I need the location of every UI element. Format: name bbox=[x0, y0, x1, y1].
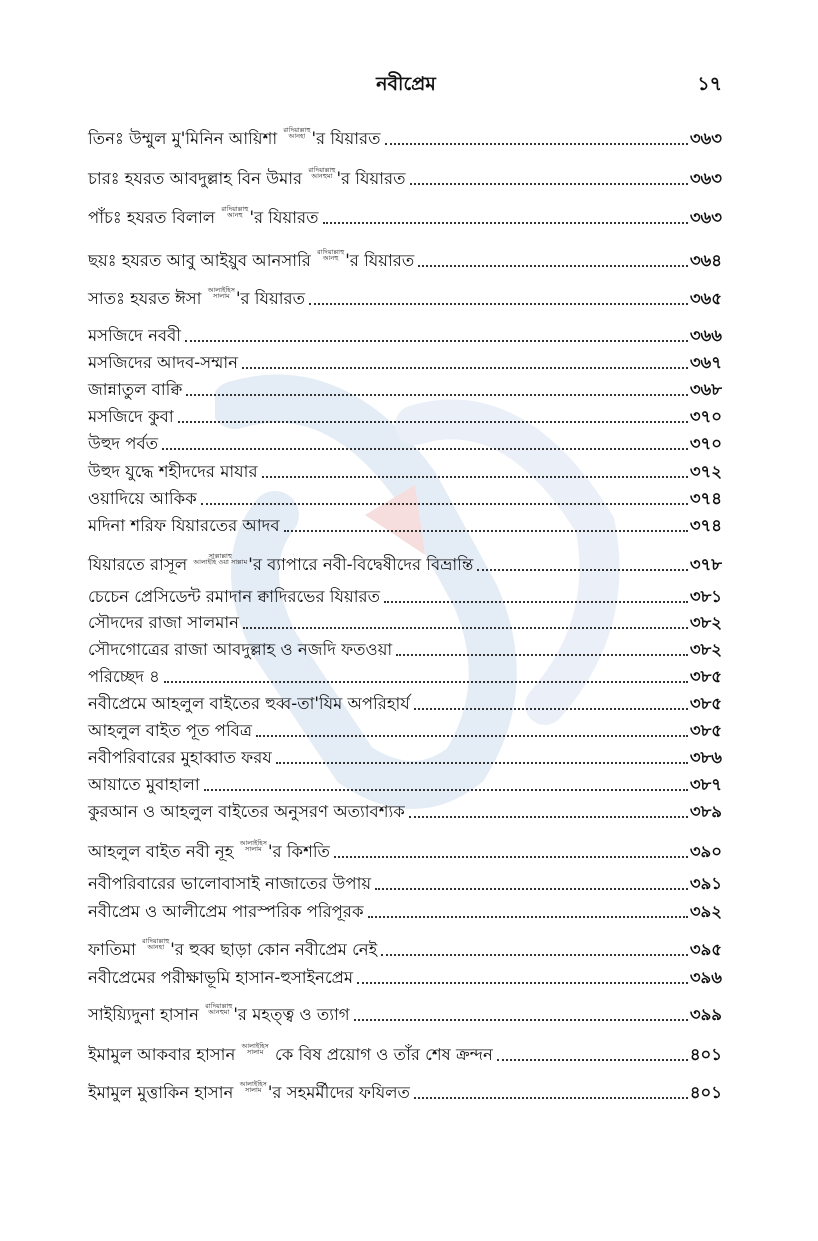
toc-entry-title bbox=[88, 490, 197, 509]
toc-entry-title bbox=[88, 668, 160, 687]
toc-entry-title bbox=[88, 463, 258, 482]
running-title: নবীপ্রেম bbox=[376, 73, 436, 95]
toc-entry bbox=[88, 483, 722, 509]
toc-entry-page: ৪০১ bbox=[689, 1083, 722, 1103]
toc-entry-title bbox=[88, 749, 272, 768]
honorific-ligature bbox=[205, 1003, 232, 1015]
dot-leader bbox=[396, 653, 688, 656]
toc-entry-page: ৩৮৫ bbox=[689, 721, 722, 741]
honorific-ligature bbox=[221, 206, 248, 218]
honorific-line: আনহুমা bbox=[208, 1008, 230, 1017]
toc-entry-title-text: জান্নাতুল বাক্বি bbox=[88, 380, 183, 400]
toc-entry-title bbox=[88, 641, 392, 660]
honorific-ligature bbox=[242, 1043, 269, 1055]
dot-leader bbox=[368, 915, 688, 918]
table-of-contents bbox=[88, 0, 722, 1241]
dot-leader bbox=[409, 815, 688, 818]
dot-leader bbox=[357, 981, 688, 984]
dot-leader bbox=[410, 182, 688, 185]
honorific-line: সালাম bbox=[213, 292, 230, 301]
toc-entry-title bbox=[88, 840, 330, 862]
honorific-line: আনহুমা bbox=[311, 172, 333, 181]
honorific-line: রাদিয়াল্লাহু bbox=[205, 1002, 233, 1011]
toc-entry-page: ৩৯৯ bbox=[689, 1005, 722, 1025]
toc-entry-title-suffix: 'র যিয়ারত bbox=[345, 251, 415, 271]
toc-entry-title bbox=[88, 588, 380, 607]
toc-entry bbox=[88, 896, 722, 922]
toc-entry-title-text: চারঃ হযরত আবদুল্লাহ বিন উমার bbox=[88, 169, 308, 189]
toc-entry bbox=[88, 962, 722, 988]
toc-entry bbox=[88, 202, 722, 228]
toc-entry-page: ৩৮৬ bbox=[689, 748, 722, 768]
toc-entry-page: ৩৬৩ bbox=[689, 129, 722, 149]
dot-leader bbox=[262, 475, 688, 478]
toc-entry-title bbox=[88, 287, 305, 309]
toc-entry bbox=[88, 374, 722, 400]
dot-leader bbox=[323, 221, 688, 224]
toc-entry-page: ৩৯১ bbox=[689, 874, 722, 894]
toc-entry-title-text: কুরআন ও আহলুল বাইতের অনুসরণ অত্যাবশ্যক bbox=[88, 802, 405, 822]
toc-entry-title-text: সাতঃ হযরত ঈসা bbox=[88, 289, 207, 309]
honorific-line: আনহু bbox=[227, 211, 243, 220]
honorific-ligature bbox=[317, 249, 344, 261]
toc-entry-page: ৩৬৮ bbox=[689, 380, 722, 400]
honorific-ligature bbox=[240, 840, 267, 852]
toc-entry-page: ৩৮২ bbox=[689, 613, 722, 633]
toc-entry-page: ৩৬৫ bbox=[689, 289, 722, 309]
honorific-line: আলাইহি ওয়া সাল্লাম bbox=[193, 558, 248, 567]
toc-entry-title bbox=[88, 435, 158, 454]
toc-entry-title-text: সৌদগোত্রের রাজা আবদুল্লাহ ও নজদি ফতওয়া bbox=[88, 640, 393, 660]
dot-leader bbox=[162, 447, 688, 450]
toc-entry bbox=[88, 581, 722, 607]
dot-leader bbox=[385, 142, 688, 145]
dot-leader bbox=[185, 339, 688, 342]
toc-entry-title-text: আয়াতে মুবাহালা bbox=[88, 775, 200, 795]
toc-entry-title-text: ইমামুল মুত্তাকিন হাসান bbox=[88, 1083, 239, 1103]
toc-entry-page: ৩৭৮ bbox=[689, 555, 722, 575]
toc-entry-title-suffix: 'র যিয়ারত bbox=[249, 208, 319, 228]
dot-leader bbox=[477, 568, 688, 571]
toc-entry-page: ৩৬৩ bbox=[689, 169, 722, 189]
toc-entry-page: ৩৬৬ bbox=[689, 326, 722, 346]
toc-entry bbox=[88, 661, 722, 687]
toc-entry-title-suffix: 'র কিশতি bbox=[267, 842, 330, 862]
toc-entry-page: ৩৮৯ bbox=[689, 802, 722, 822]
dot-leader bbox=[354, 1018, 688, 1021]
toc-entry bbox=[88, 510, 722, 536]
toc-entry bbox=[88, 742, 722, 768]
toc-entry-page: ৩৭৪ bbox=[689, 516, 722, 536]
toc-entry-title-text: যিয়ারতে রাসূল bbox=[88, 555, 193, 575]
toc-entry-title bbox=[88, 695, 410, 714]
toc-entry-title-text: তিনঃ উম্মুল মু'মিনিন আয়িশা bbox=[88, 129, 283, 149]
honorific-line: সাল্লাল্লাহু bbox=[208, 552, 232, 561]
toc-entry bbox=[88, 320, 722, 346]
toc-entry bbox=[88, 934, 722, 960]
dot-leader bbox=[384, 600, 688, 603]
toc-entry-title-text: সৌদদের রাজা সালমান bbox=[88, 613, 240, 633]
toc-entry bbox=[88, 428, 722, 454]
toc-entry bbox=[88, 401, 722, 427]
toc-entry-title-suffix: 'র যিয়ারত bbox=[235, 289, 305, 309]
toc-entry bbox=[88, 1077, 722, 1103]
toc-entry-title-text: মসজিদের আদব-সম্মান bbox=[88, 353, 239, 373]
toc-entry-title-suffix: 'র মহত্ত্ব ও ত্যাগ bbox=[233, 1005, 350, 1025]
toc-entry bbox=[88, 347, 722, 373]
toc-entry-title bbox=[88, 354, 238, 373]
toc-entry-title bbox=[88, 408, 174, 427]
honorific-line: রাদিয়াল্লাহু bbox=[308, 166, 336, 175]
honorific-line: আনহা bbox=[288, 132, 306, 141]
toc-entry bbox=[88, 1039, 722, 1065]
honorific-line: আনহু bbox=[322, 254, 339, 263]
toc-entry-title bbox=[88, 969, 353, 988]
honorific-line: সালাম bbox=[244, 1086, 262, 1095]
dot-leader bbox=[186, 393, 688, 396]
honorific-ligature bbox=[308, 167, 335, 179]
toc-entry-page: ৩৮৫ bbox=[689, 694, 722, 714]
toc-entry-title bbox=[88, 776, 200, 795]
dot-leader bbox=[164, 680, 688, 683]
honorific-line: আলাইহিস bbox=[239, 1080, 267, 1089]
toc-entry-title bbox=[88, 249, 414, 271]
toc-entry-page: ৩৭৪ bbox=[689, 489, 722, 509]
toc-entry bbox=[88, 607, 722, 633]
dot-leader bbox=[284, 529, 688, 532]
toc-entry-title-text: মসজিদে কুবা bbox=[88, 407, 174, 427]
toc-entry-title-text: উহুদ পর্বত bbox=[88, 434, 159, 454]
toc-entry-title bbox=[88, 803, 405, 822]
toc-entry-title-text: মদিনা শরিফ যিয়ারতের আদব bbox=[88, 516, 280, 536]
toc-entry-title bbox=[88, 517, 280, 536]
honorific-line: রাদিয়াল্লাহু bbox=[142, 937, 170, 946]
toc-entry-title-text: ওয়াদিয়ে আকিক bbox=[88, 489, 197, 509]
toc-entry-title-text: নবীপরিবারের ভালোবাসাই নাজাতের উপায় bbox=[88, 874, 372, 894]
toc-entry-title-text: আহলুল বাইত নবী নূহ bbox=[88, 842, 239, 862]
toc-entry bbox=[88, 456, 722, 482]
dot-leader bbox=[276, 761, 688, 764]
dot-leader bbox=[375, 887, 688, 890]
toc-entry-title-text: ইমামুল আকবার হাসান bbox=[88, 1045, 241, 1065]
toc-entry-page: ৩৯৬ bbox=[689, 968, 722, 988]
dot-leader bbox=[418, 264, 688, 267]
toc-entry bbox=[88, 245, 722, 271]
toc-entry-title-suffix: কে বিষ প্রয়োগ ও তাঁর শেষ ক্রন্দন bbox=[269, 1045, 493, 1065]
toc-entry bbox=[88, 999, 722, 1025]
toc-entry bbox=[88, 715, 722, 741]
toc-entry-title-suffix: 'র যিয়ারত bbox=[311, 129, 381, 149]
honorific-ligature bbox=[193, 553, 247, 565]
toc-entry-page: ৩৮২ bbox=[689, 640, 722, 660]
toc-entry-page: ৩৮১ bbox=[689, 587, 722, 607]
toc-entry-page: ৩৭০ bbox=[689, 434, 722, 454]
toc-entry-page: ৩৬৩ bbox=[689, 208, 722, 228]
toc-entry bbox=[88, 163, 722, 189]
toc-entry-page: ৩৬৭ bbox=[689, 353, 722, 373]
toc-entry-title-text: পাঁচঃ হযরত বিলাল bbox=[88, 208, 221, 228]
toc-entry-title-text: নবীপ্রেমের পরীক্ষাভূমি হাসান-হুসাইনপ্রেম bbox=[88, 968, 354, 988]
toc-entry-title-text: নবীপ্রেম ও আলীপ্রেম পারস্পরিক পরিপূরক bbox=[88, 902, 364, 922]
toc-entry-title-text: নবীপরিবারের মুহাব্বাত ফরয bbox=[88, 748, 272, 768]
toc-entry-title-text: পরিচ্ছেদ ৪ bbox=[88, 667, 160, 687]
dot-leader bbox=[178, 420, 688, 423]
dot-leader bbox=[334, 855, 688, 858]
toc-entry-title bbox=[88, 553, 473, 575]
dot-leader bbox=[242, 366, 688, 369]
toc-entry-title bbox=[88, 1081, 410, 1103]
dot-leader bbox=[414, 707, 688, 710]
toc-entry bbox=[88, 769, 722, 795]
toc-entry-title-text: ছয়ঃ হযরত আবু আইয়ুব আনসারি bbox=[88, 251, 317, 271]
toc-entry bbox=[88, 688, 722, 714]
toc-entry-title bbox=[88, 167, 406, 189]
honorific-ligature bbox=[142, 938, 169, 950]
toc-entry-page: ৩৬৪ bbox=[689, 251, 722, 271]
honorific-ligature bbox=[283, 127, 310, 139]
toc-entry-title bbox=[88, 614, 239, 633]
toc-entry-title-text: আহলুল বাইত পূত পবিত্র bbox=[88, 721, 252, 741]
honorific-line: আলাইহিস bbox=[239, 839, 267, 848]
toc-entry-title bbox=[88, 127, 381, 149]
toc-entry bbox=[88, 868, 722, 894]
toc-entry-title bbox=[88, 903, 364, 922]
toc-entry-title bbox=[88, 875, 371, 894]
toc-entry-title bbox=[88, 938, 377, 960]
toc-entry-page: ৩৮৭ bbox=[689, 775, 722, 795]
dot-leader bbox=[414, 1096, 688, 1099]
honorific-line: রাদিয়াল্লাহু bbox=[283, 126, 311, 135]
honorific-line: আলাইহিস bbox=[241, 1042, 269, 1051]
honorific-line: রাদিয়াল্লাহু bbox=[221, 205, 249, 214]
toc-entry-title-suffix: 'র যিয়ারত bbox=[336, 169, 406, 189]
toc-entry bbox=[88, 549, 722, 575]
toc-entry-title-text: ফাতিমা bbox=[88, 940, 142, 960]
dot-leader bbox=[201, 502, 688, 505]
honorific-line: আলাইহিস bbox=[207, 286, 235, 295]
toc-entry-page: ৩৯৫ bbox=[689, 940, 722, 960]
toc-entry-title-text: চেচেন প্রেসিডেন্ট রমাদান ক্বাদিরভের যিয়ারত bbox=[88, 587, 380, 607]
honorific-line: সালাম bbox=[246, 1048, 264, 1057]
toc-entry bbox=[88, 796, 722, 822]
honorific-line: রাদিয়াল্লাহু bbox=[317, 248, 345, 257]
toc-entry-title bbox=[88, 206, 319, 228]
toc-entry-page: ৩৯২ bbox=[689, 902, 722, 922]
toc-entry-title bbox=[88, 1003, 350, 1025]
honorific-line: আনহা bbox=[147, 943, 165, 952]
toc-entry-page: ৩৮৫ bbox=[689, 667, 722, 687]
toc-entry-page: ৩৯০ bbox=[689, 842, 722, 862]
toc-entry-title-suffix: 'র ব্যাপারে নবী-বিদ্বেষীদের বিভ্রান্তি bbox=[248, 555, 474, 575]
toc-entry bbox=[88, 836, 722, 862]
toc-entry-title-text: নবীপ্রেমে আহলুল বাইতের হুব্ব-তা'যিম অপরিহার্য bbox=[88, 694, 410, 714]
toc-entry-title-text: সাইয়্যিদুনা হাসান bbox=[88, 1005, 205, 1025]
dot-leader bbox=[243, 626, 688, 629]
toc-entry-title-suffix: 'র হুব্ব ছাড়া কোন নবীপ্রেম নেই bbox=[170, 940, 378, 960]
toc-entry-title-text: মসজিদে নববী bbox=[88, 326, 182, 346]
toc-entry-title bbox=[88, 722, 252, 741]
toc-entry-title bbox=[88, 327, 181, 346]
toc-entry bbox=[88, 634, 722, 660]
honorific-line: সালাম bbox=[245, 845, 262, 854]
page-number: ১৭ bbox=[697, 73, 722, 95]
toc-entry bbox=[88, 123, 722, 149]
toc-entry-page: ৩৭০ bbox=[689, 407, 722, 427]
dot-leader bbox=[309, 302, 688, 305]
toc-entry-title-text: উহুদ যুদ্ধে শহীদদের মাযার bbox=[88, 462, 258, 482]
dot-leader bbox=[381, 953, 688, 956]
dot-leader bbox=[204, 788, 688, 791]
toc-entry-title bbox=[88, 1043, 493, 1065]
honorific-ligature bbox=[240, 1081, 267, 1093]
dot-leader bbox=[256, 734, 688, 737]
toc-entry-title-suffix: 'র সহমর্মীদের ফযিলত bbox=[267, 1083, 410, 1103]
toc-entry bbox=[88, 283, 722, 309]
toc-entry-title bbox=[88, 381, 182, 400]
honorific-ligature bbox=[208, 287, 235, 299]
toc-entry-page: ৪০১ bbox=[689, 1045, 722, 1065]
dot-leader bbox=[497, 1058, 688, 1061]
toc-entry-page: ৩৭২ bbox=[689, 462, 722, 482]
